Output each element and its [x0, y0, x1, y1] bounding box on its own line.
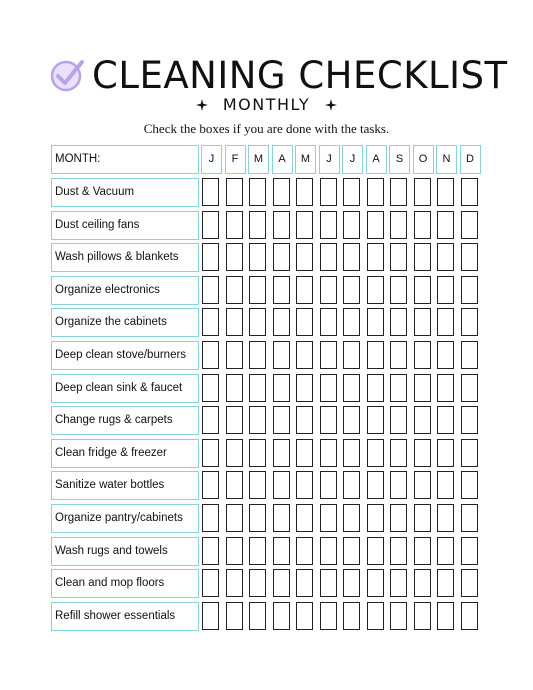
checkbox[interactable]	[226, 243, 243, 271]
checkbox[interactable]	[414, 243, 431, 271]
sparkle-icon-right	[325, 99, 337, 111]
checkbox[interactable]	[226, 602, 243, 630]
checkbox[interactable]	[461, 471, 478, 499]
checkbox[interactable]	[249, 504, 266, 532]
task-label: Sanitize water bottles	[51, 471, 199, 500]
checkbox[interactable]	[343, 602, 360, 630]
month-header-cell: J	[319, 145, 340, 174]
month-header-cell: M	[295, 145, 316, 174]
checkbox[interactable]	[320, 406, 337, 434]
checkbox[interactable]	[414, 602, 431, 630]
checkbox[interactable]	[343, 374, 360, 402]
checkbox[interactable]	[390, 569, 407, 597]
checkbox[interactable]	[437, 537, 454, 565]
task-label: Clean fridge & freezer	[51, 439, 199, 468]
checkbox[interactable]	[437, 211, 454, 239]
checkbox[interactable]	[390, 374, 407, 402]
checkbox[interactable]	[343, 504, 360, 532]
checkbox[interactable]	[461, 243, 478, 271]
checkbox[interactable]	[249, 243, 266, 271]
checkbox[interactable]	[320, 439, 337, 467]
checkbox[interactable]	[249, 178, 266, 206]
checkbox[interactable]	[367, 374, 384, 402]
checkbox[interactable]	[437, 341, 454, 369]
checkbox[interactable]	[414, 537, 431, 565]
month-header-cell: J	[342, 145, 363, 174]
checkbox[interactable]	[390, 439, 407, 467]
checkbox[interactable]	[414, 178, 431, 206]
checkbox[interactable]	[367, 504, 384, 532]
checkbox[interactable]	[320, 374, 337, 402]
checkbox[interactable]	[226, 569, 243, 597]
checkbox[interactable]	[226, 308, 243, 336]
checkbox[interactable]	[273, 276, 290, 304]
checkbox[interactable]	[273, 471, 290, 499]
checkbox[interactable]	[343, 406, 360, 434]
checkbox[interactable]	[296, 439, 313, 467]
checkbox[interactable]	[296, 602, 313, 630]
checkbox[interactable]	[249, 602, 266, 630]
month-header-cell: N	[436, 145, 457, 174]
checkbox[interactable]	[273, 406, 290, 434]
checkbox[interactable]	[249, 439, 266, 467]
checkbox[interactable]	[202, 537, 219, 565]
checkbox[interactable]	[414, 276, 431, 304]
checkbox[interactable]	[390, 406, 407, 434]
checkbox[interactable]	[343, 243, 360, 271]
checkbox[interactable]	[296, 374, 313, 402]
month-header-cell: A	[272, 145, 293, 174]
checkbox[interactable]	[202, 504, 219, 532]
checkbox[interactable]	[367, 178, 384, 206]
checkbox[interactable]	[202, 243, 219, 271]
checkbox[interactable]	[273, 178, 290, 206]
checkbox[interactable]	[249, 406, 266, 434]
checkbox[interactable]	[437, 308, 454, 336]
checkbox[interactable]	[249, 471, 266, 499]
task-label: Deep clean sink & faucet	[51, 374, 199, 403]
subtitle-row	[0, 93, 533, 117]
checkbox[interactable]	[202, 406, 219, 434]
task-label: Clean and mop floors	[51, 569, 199, 598]
checkbox[interactable]	[461, 439, 478, 467]
checkbox[interactable]	[367, 276, 384, 304]
checkbox[interactable]	[390, 308, 407, 336]
checkbox[interactable]	[226, 406, 243, 434]
checkbox[interactable]	[273, 308, 290, 336]
month-header-cell: O	[413, 145, 434, 174]
month-header-cell: A	[366, 145, 387, 174]
checkbox[interactable]	[437, 276, 454, 304]
checkbox[interactable]	[273, 341, 290, 369]
checkbox[interactable]	[461, 602, 478, 630]
checkbox[interactable]	[296, 471, 313, 499]
checkbox[interactable]	[226, 178, 243, 206]
checkbox[interactable]	[461, 308, 478, 336]
checkbox[interactable]	[202, 602, 219, 630]
checkbox[interactable]	[367, 537, 384, 565]
checkbox[interactable]	[343, 276, 360, 304]
checkbox[interactable]	[461, 178, 478, 206]
checkbox[interactable]	[273, 537, 290, 565]
checkbox[interactable]	[437, 406, 454, 434]
checkbox[interactable]	[390, 341, 407, 369]
checkbox[interactable]	[320, 537, 337, 565]
checkbox[interactable]	[437, 178, 454, 206]
checkbox[interactable]	[226, 471, 243, 499]
checkbox[interactable]	[367, 406, 384, 434]
task-label: Dust ceiling fans	[51, 211, 199, 240]
checkbox[interactable]	[390, 243, 407, 271]
checkbox[interactable]	[320, 602, 337, 630]
checkbox[interactable]	[202, 211, 219, 239]
checkbox[interactable]	[343, 537, 360, 565]
checkbox[interactable]	[437, 471, 454, 499]
checkbox[interactable]	[249, 341, 266, 369]
task-label: Wash rugs and towels	[51, 537, 199, 566]
checkbox[interactable]	[367, 308, 384, 336]
checkbox[interactable]	[437, 504, 454, 532]
checkbox[interactable]	[226, 211, 243, 239]
month-header-cell: F	[225, 145, 246, 174]
checkbox[interactable]	[461, 406, 478, 434]
checkbox[interactable]	[202, 178, 219, 206]
checkbox[interactable]	[461, 276, 478, 304]
checkbox[interactable]	[320, 569, 337, 597]
checkbox[interactable]	[273, 602, 290, 630]
month-header-cell: S	[389, 145, 410, 174]
checkbox[interactable]	[202, 471, 219, 499]
checkbox[interactable]	[202, 341, 219, 369]
checkbox[interactable]	[320, 243, 337, 271]
checkbox[interactable]	[249, 537, 266, 565]
checkbox[interactable]	[414, 374, 431, 402]
circle-checkmark-icon	[50, 57, 86, 93]
checkbox[interactable]	[343, 341, 360, 369]
checkbox[interactable]	[461, 504, 478, 532]
checkbox[interactable]	[367, 341, 384, 369]
checkbox[interactable]	[390, 178, 407, 206]
checkbox[interactable]	[414, 569, 431, 597]
checkbox[interactable]	[202, 374, 219, 402]
checkbox[interactable]	[249, 569, 266, 597]
task-label: Organize electronics	[51, 276, 199, 305]
checkbox[interactable]	[437, 439, 454, 467]
checkbox[interactable]	[320, 178, 337, 206]
checkbox[interactable]	[320, 471, 337, 499]
checkbox[interactable]	[226, 276, 243, 304]
checkbox[interactable]	[414, 406, 431, 434]
checkbox[interactable]	[343, 308, 360, 336]
page-title: CLEANING CHECKLIST	[92, 54, 508, 97]
checkbox[interactable]	[273, 439, 290, 467]
task-label: Dust & Vacuum	[51, 178, 199, 207]
checkbox[interactable]	[390, 471, 407, 499]
checkbox[interactable]	[296, 569, 313, 597]
page-subtitle: MONTHLY	[222, 95, 311, 114]
checkbox[interactable]	[414, 471, 431, 499]
task-label: Deep clean stove/burners	[51, 341, 199, 370]
task-label: Change rugs & carpets	[51, 406, 199, 435]
checkbox[interactable]	[320, 504, 337, 532]
checkbox[interactable]	[367, 602, 384, 630]
checkbox[interactable]	[320, 308, 337, 336]
checkbox[interactable]	[226, 537, 243, 565]
checkbox[interactable]	[249, 276, 266, 304]
checkbox[interactable]	[296, 406, 313, 434]
checkbox[interactable]	[202, 439, 219, 467]
month-header-cell: D	[460, 145, 481, 174]
checkbox[interactable]	[296, 341, 313, 369]
task-label: Organize the cabinets	[51, 308, 199, 337]
checkbox[interactable]	[367, 243, 384, 271]
checkbox[interactable]	[414, 504, 431, 532]
checkbox[interactable]	[343, 178, 360, 206]
checkbox[interactable]	[461, 374, 478, 402]
checkbox[interactable]	[437, 569, 454, 597]
task-label: Organize pantry/cabinets	[51, 504, 199, 533]
checkbox[interactable]	[226, 504, 243, 532]
task-label: Refill shower essentials	[51, 602, 199, 631]
checkbox[interactable]	[367, 471, 384, 499]
checkbox[interactable]	[202, 308, 219, 336]
checkbox[interactable]	[367, 211, 384, 239]
checkbox[interactable]	[343, 211, 360, 239]
checkbox[interactable]	[437, 602, 454, 630]
checkbox[interactable]	[343, 471, 360, 499]
page-header	[0, 54, 533, 98]
checkbox[interactable]	[296, 211, 313, 239]
checkbox[interactable]	[320, 276, 337, 304]
checkbox[interactable]	[437, 243, 454, 271]
month-header-cell: M	[248, 145, 269, 174]
instructions-text: Check the boxes if you are done with the tasks.	[143, 121, 390, 136]
checkbox[interactable]	[202, 276, 219, 304]
checkbox[interactable]	[390, 537, 407, 565]
checkbox[interactable]	[367, 439, 384, 467]
sparkle-icon-left	[196, 99, 208, 111]
checkbox[interactable]	[320, 341, 337, 369]
checkbox[interactable]	[390, 211, 407, 239]
checkbox[interactable]	[414, 308, 431, 336]
checkbox[interactable]	[343, 569, 360, 597]
checkbox[interactable]	[414, 439, 431, 467]
checkbox[interactable]	[320, 211, 337, 239]
checkbox[interactable]	[226, 341, 243, 369]
checkbox[interactable]	[367, 569, 384, 597]
checkbox[interactable]	[390, 276, 407, 304]
task-label: Wash pillows & blankets	[51, 243, 199, 272]
checkbox[interactable]	[296, 243, 313, 271]
checkbox[interactable]	[343, 439, 360, 467]
checkbox[interactable]	[461, 211, 478, 239]
month-label-cell: MONTH:	[51, 145, 199, 174]
checkbox[interactable]	[461, 569, 478, 597]
checkbox[interactable]	[461, 537, 478, 565]
checkbox[interactable]	[296, 537, 313, 565]
checkbox[interactable]	[390, 504, 407, 532]
checkbox[interactable]	[390, 602, 407, 630]
checkbox[interactable]	[437, 374, 454, 402]
checkbox[interactable]	[273, 374, 290, 402]
month-header-cell: J	[201, 145, 222, 174]
checkbox[interactable]	[249, 308, 266, 336]
checkbox[interactable]	[249, 211, 266, 239]
checkbox[interactable]	[202, 569, 219, 597]
checkbox[interactable]	[273, 243, 290, 271]
checkbox[interactable]	[226, 439, 243, 467]
checkbox[interactable]	[273, 504, 290, 532]
checkbox[interactable]	[461, 341, 478, 369]
checkbox[interactable]	[249, 374, 266, 402]
checkbox[interactable]	[296, 308, 313, 336]
checkbox[interactable]	[296, 178, 313, 206]
checkbox[interactable]	[273, 569, 290, 597]
checkbox[interactable]	[226, 374, 243, 402]
checkbox[interactable]	[414, 211, 431, 239]
checkbox[interactable]	[296, 504, 313, 532]
checkbox[interactable]	[273, 211, 290, 239]
checkbox[interactable]	[296, 276, 313, 304]
checkbox[interactable]	[414, 341, 431, 369]
